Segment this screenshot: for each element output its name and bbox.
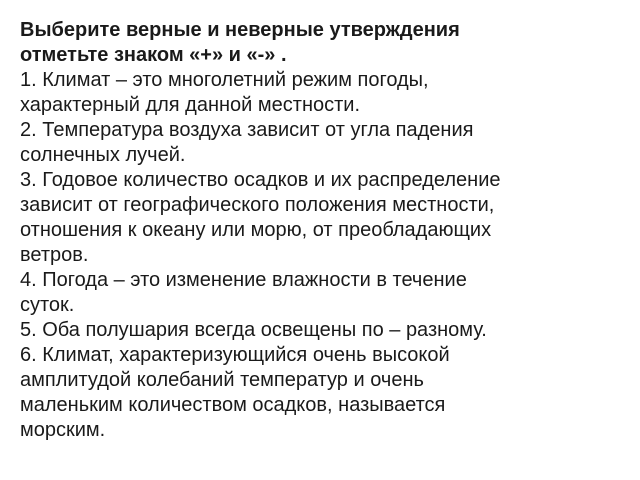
- statement-line: 4. Погода – это изменение влажности в течение: [20, 269, 467, 291]
- slide-content: [20, 18, 620, 443]
- statement-line: солнечных лучей.: [20, 144, 186, 166]
- statement-line: морским.: [20, 419, 106, 441]
- statement-5: [20, 318, 620, 343]
- task-heading: [20, 18, 620, 68]
- statement-line: суток.: [20, 294, 75, 316]
- statement-4: [20, 268, 620, 318]
- statement-3: [20, 168, 620, 268]
- task-heading-line: Выберите верные и неверные утверждения: [20, 19, 460, 41]
- statement-line: зависит от географического положения местности,: [20, 194, 495, 216]
- statement-line: 1. Климат – это многолетний режим погоды,: [20, 69, 429, 91]
- statement-line: 2. Температура воздуха зависит от угла падения: [20, 119, 474, 141]
- task-heading-line: отметьте знаком «+» и «-» .: [20, 44, 287, 66]
- statement-line: 5. Оба полушария всегда освещены по – разному.: [20, 319, 487, 341]
- statement-line: 3. Годовое количество осадков и их распределение: [20, 169, 501, 191]
- statement-line: отношения к океану или морю, от преобладающих: [20, 219, 492, 241]
- statement-line: амплитудой колебаний температур и очень: [20, 369, 424, 391]
- statement-2: [20, 118, 620, 168]
- statement-1: [20, 68, 620, 118]
- statement-6: [20, 343, 620, 443]
- statement-line: 6. Климат, характеризующийся очень высокой: [20, 344, 450, 366]
- statement-line: характерный для данной местности.: [20, 94, 360, 116]
- statement-line: маленьким количеством осадков, называется: [20, 394, 446, 416]
- statement-line: ветров.: [20, 244, 89, 266]
